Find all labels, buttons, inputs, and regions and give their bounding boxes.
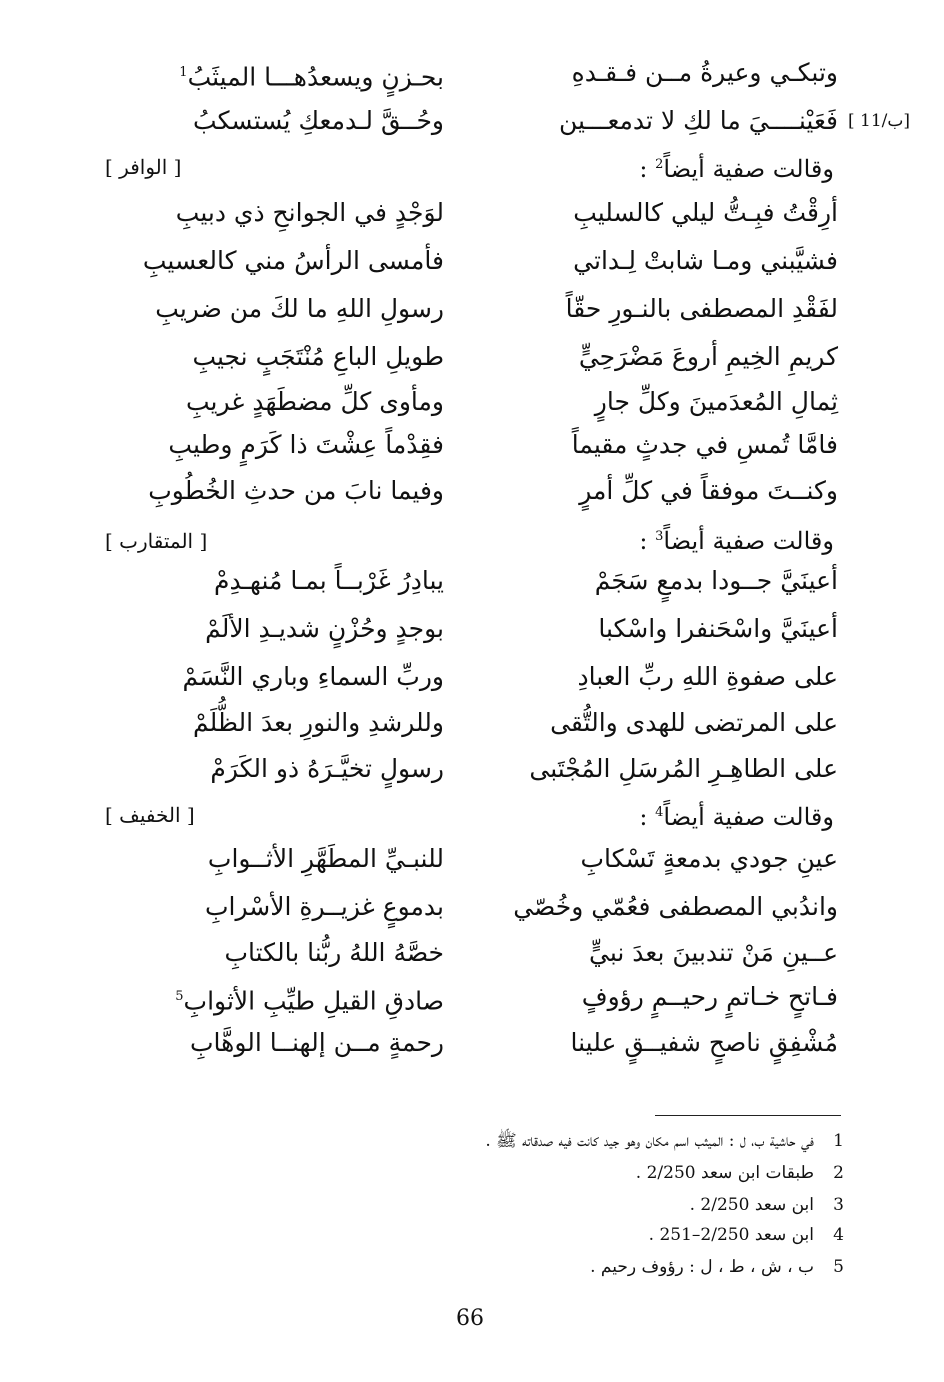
footnote-ref: 3 [655, 529, 664, 544]
margin-folio-note: [ 11/ب] [848, 111, 911, 131]
verse-first-hemistich: فـاتحٍ خـاتمٍ رحيــمٍ رؤوفٍ [581, 982, 838, 1011]
footnote-text: في حاشية ب، ل : الميثب اسم مكان وهو جيد كانت فيه صدقاته ﷺ . [485, 1131, 814, 1151]
footnote-number: 4 [833, 1225, 844, 1245]
verse-first-hemistich: على صفوةِ اللهِ ربِّ العبادِ [577, 662, 838, 691]
verse-2-second-hemistich: وحُــقَّ لـدمعكِ يُستسكبُ [193, 106, 444, 135]
verse-first-hemistich: فشيَّبني ومـا شابتْ لِـداتي [573, 246, 838, 275]
verse-first-hemistich: واندُبي المصطفى فعُمّي وخُصّي [513, 892, 838, 921]
verse-second-hemistich: رسولِ اللهِ ما لكَ من ضريبِ [155, 294, 444, 323]
verse-first-hemistich: كريمِ الخِيمِ أروعَ مَضْرَحِيٍّ [578, 342, 838, 371]
verse-second-hemistich: ومأوى كلِّ مضطَهَدٍ غريبِ [186, 387, 444, 416]
footnote-number: 5 [833, 1257, 844, 1277]
footnote-text: طبقات ابن سعد 2/250 . [635, 1163, 814, 1183]
verse-second-hemistich: وللرشدِ والنورِ بعدَ الظُّلَمْ [193, 708, 444, 737]
meter-label: [ الوافر ] [105, 155, 182, 179]
verse-second-hemistich: لوَجْدٍ في الجوانحِ ذي دبيبِ [175, 198, 444, 227]
footnote-ref: 1 [179, 65, 188, 80]
footnote-ref: 5 [175, 989, 184, 1004]
verse-second-hemistich: وربِّ السماءِ وباري النَّسَمْ [182, 662, 444, 691]
verse-first-hemistich: أعينَيَّ واسْحَنفرا واسْكبا [598, 614, 838, 643]
verse-first-hemistich: أرِقْتُ فبِـتُّ ليلي كالسليبِ [573, 198, 838, 227]
verse-first-hemistich: على الطاهِـرِ المُرسَلِ المُجْتَبى [529, 754, 838, 783]
verse-second-hemistich: فأمسى الرأسُ مني كالعسيبِ [142, 246, 444, 275]
verse-second-hemistich: بوجدٍ وحُزْنٍ شديـدِ الألَمْ [205, 614, 444, 643]
meter-label: [ الخفيف ] [105, 803, 195, 827]
meter-label: [ المتقارب ] [105, 529, 208, 553]
verse-1-first-hemistich: وتبكـي وعيرةُ مــن فـقـدهِ [571, 58, 838, 87]
footnote-text: ب ، ش ، ط ، ل : رؤوف رحيم . [590, 1257, 814, 1277]
page-number: 66 [456, 1306, 484, 1331]
footnote-number: 2 [833, 1163, 844, 1183]
footnote-text: ابن سعد 2/250 . [689, 1195, 814, 1215]
verse-first-hemistich: مُشْفِقٍ ناصحٍ شفيــقٍ علينا [570, 1028, 838, 1057]
poem-intro: وقالت صفية أيضاً$^3$ : [639, 527, 834, 555]
verse-second-hemistich: رحمةٍ مــن إلهنــا الوهَّابِ [189, 1028, 444, 1057]
verse-first-hemistich: على المرتضى للهدى والتُّقى [550, 708, 838, 737]
footnote-separator [655, 1115, 841, 1116]
verse-second-hemistich: بدموعٍ غزيــرةِ الأسْرابِ [205, 892, 444, 921]
footnote-number: 1 [833, 1131, 844, 1151]
verse-first-hemistich: وكنــتَ موفقاً في كلِّ أمرٍ [579, 476, 838, 505]
footnote [690, 1192, 844, 1218]
verse-second-hemistich: طويلِ الباعِ مُنْتَجَبٍ نجيبِ [192, 342, 444, 371]
footnote [649, 1222, 844, 1248]
verse-second-hemistich: فقِدْماً عِشْتَ ذا كَرَمٍ وطيبِ [168, 430, 444, 459]
verse-second-hemistich: يبادِرُ غَرْبــاً بمـا مُنهـدِمْ [214, 566, 444, 595]
footnote-number: 3 [833, 1195, 844, 1215]
footnote-text: ابن سعد 2/250–251 . [648, 1225, 814, 1245]
verse-second-hemistich: وفيما نابَ من حدثِ الخُطُوبِ [148, 476, 444, 505]
verse-second-hemistich: للنبـيِّ المطَهَّرِ الأثــوابِ [207, 844, 444, 873]
verse-first-hemistich: ثِمالِ المُعدَمينَ وكلِّ جارٍ [594, 387, 838, 416]
verse-2-first-hemistich: فَعَيْنــــيَ ما لكِ لا تدمعـــين [558, 106, 838, 135]
footnote [590, 1254, 844, 1280]
poem-intro: وقالت صفية أيضاً$^4$ : [639, 803, 834, 831]
verse-first-hemistich: فامَّا تُمسِ في جدثٍ مقيماً [571, 430, 838, 459]
verse-second-hemistich: خصَّهُ اللهُ ربُّنا بالكتابِ [224, 938, 444, 967]
footnote-ref: 4 [655, 805, 664, 820]
footnote [485, 1128, 844, 1154]
verse-first-hemistich: عــينِ مَنْ تندبينَ بعدَ نبيٍّ [589, 938, 838, 967]
poem-intro: وقالت صفية أيضاً$^2$ : [639, 155, 834, 183]
verse-first-hemistich: لفَقْدِ المصطفى بالنـورِ حقّاً [565, 294, 838, 323]
footnote-ref: 2 [655, 157, 664, 172]
footnote [636, 1160, 844, 1186]
verse-first-hemistich: أعينَيَّ جــودا بدمعٍ سَجَمْ [594, 566, 838, 595]
verse-second-hemistich: رسولٍ تخيَّـرَهُ ذو الكَرَمْ [210, 754, 444, 783]
verse-second-hemistich: صادقِ القيلِ طيِّبِ الأثوابِ$^5$ [175, 986, 444, 1016]
verse-1-second-hemistich: بحـزنٍ ويسعدُهـــا الميثَبُ$^1$ [179, 62, 444, 92]
verse-first-hemistich: عينِ جودي بدمعةٍ تَسْكابِ [580, 844, 838, 873]
